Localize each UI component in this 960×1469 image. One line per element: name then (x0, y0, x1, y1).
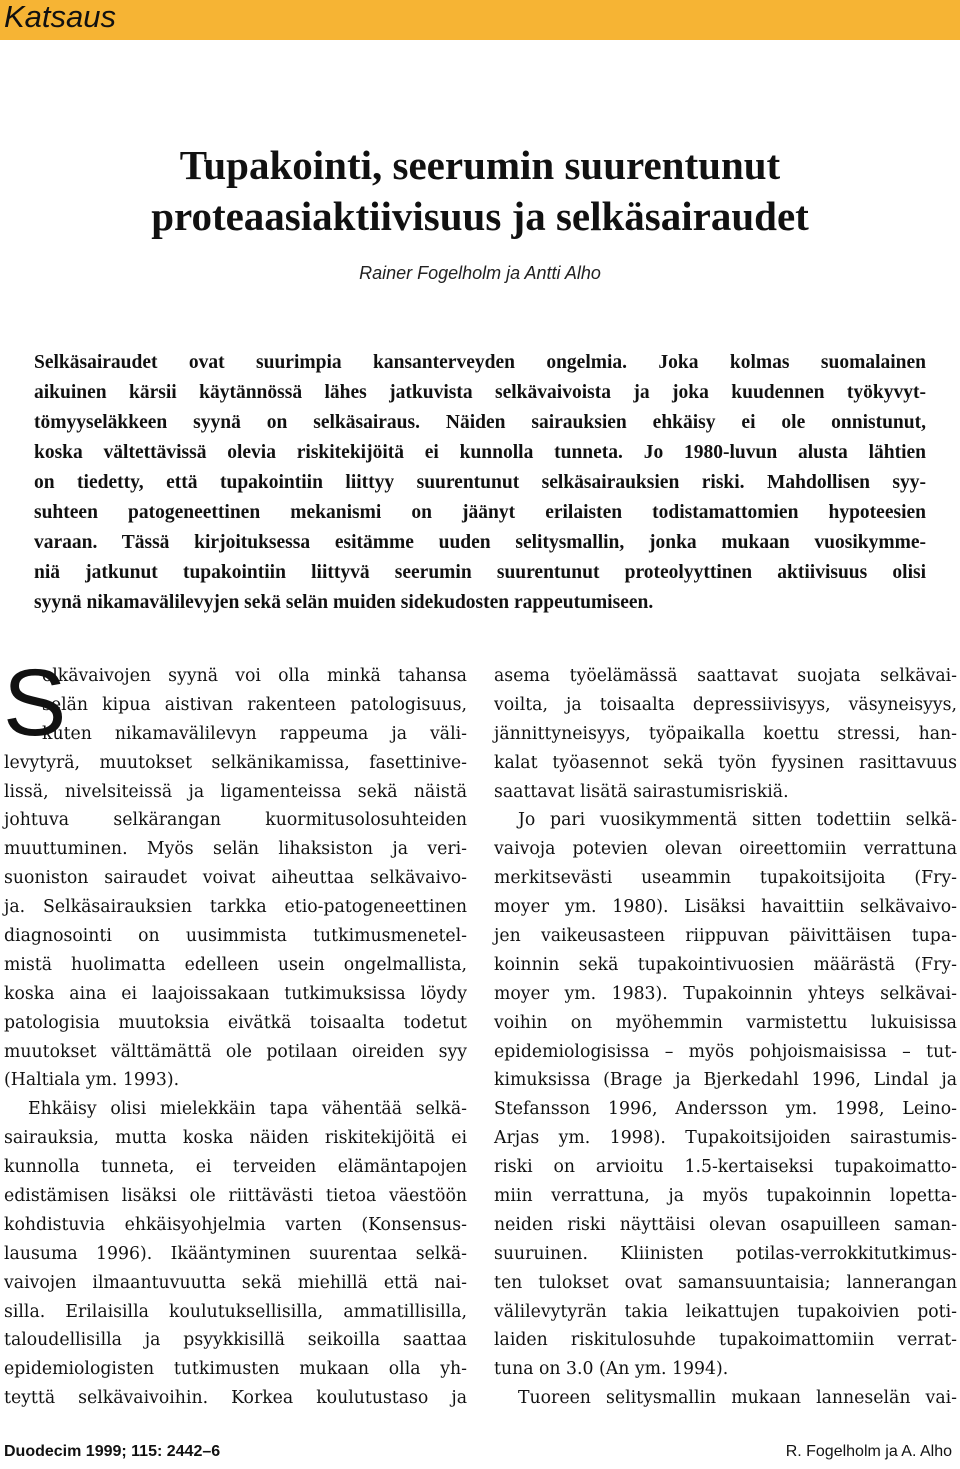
body-line: mistä huolimatta edelleen usein ongelmallista, (4, 954, 467, 975)
body-line: kuten nikamavälilevyn rappeuma ja väli- (42, 723, 467, 744)
body-line: miin verrattuna, ja myös tupakoinnin lopetta- (494, 1186, 957, 1207)
abstract-line: niä jatkunut tupakointiin liittyvä seerumin suurentunut proteolyyttinen aktiivisuus olisi (34, 562, 926, 583)
body-line: Jo pari vuosikymmentä sitten todettiin selkä- (518, 810, 957, 831)
drop-cap: S (3, 650, 67, 756)
body-line: jännittyneisyys, työpaikalla koettu stressi, han- (494, 723, 957, 744)
body-line: (Haltiala ym. 1993). (4, 1070, 180, 1091)
body-line: selän kipua aistivan rakenteen patologisuus, (42, 694, 467, 715)
body-line: koska aina ei laajoissakaan tutkimuksissa löydy (4, 983, 467, 1004)
body-column-right (494, 662, 957, 1413)
section-label: Katsaus (4, 0, 117, 34)
section-label-band (0, 0, 960, 40)
body-line: saattavat lisätä sairastumisriskiä. (494, 781, 789, 802)
title-line: Tupakointi, seerumin suurentunut (179, 142, 781, 188)
body-line: edistämisen lisäksi ole riittävästi tietoa väestöön (4, 1186, 467, 1207)
body-line: suoniston sairaudet voivat aiheuttaa selkävaivo- (4, 868, 467, 889)
body-line: epidemiologisissa – myös pohjoismaisissa – tut- (494, 1041, 957, 1062)
abstract-line: Selkäsairaudet ovat suurimpia kansanterveyden ongelmia. Joka kolmas suomalainen (34, 352, 926, 373)
abstract-line: suhteen patogeneettinen mekanismi on jäänyt erilaisten todistamattomien hypoteesien (34, 502, 926, 523)
article-title (0, 140, 960, 242)
body-line: elkävaivojen syynä voi olla minkä tahansa (42, 666, 467, 686)
body-line: teyttä selkävaivoihin. Korkea koulutustaso ja (4, 1388, 467, 1409)
body-line: koinnin sekä tupakointivuosien määrästä (Fry- (494, 954, 957, 975)
running-authors: R. Fogelholm ja A. Alho (785, 1443, 952, 1460)
body-line: Ehkäisy olisi mielekkäin tapa vähentää selkä- (28, 1099, 467, 1120)
body-line: kalat työasennot sekä työn fyysinen rasittavuus (494, 752, 957, 773)
body-line: asema työelämässä saattavat suojata selkävai- (494, 666, 957, 686)
body-line: lausuma 1996). Ikääntyminen suurentaa selkä- (4, 1243, 467, 1264)
body-line: lissä, nivelsiteissä ja ligamenteissa sekä näistä (4, 781, 467, 802)
body-line: neiden riski näyttäisi olevan osapuilleen saman- (494, 1214, 957, 1235)
body-line: jen vaikeusasteen riippuvan päivittäisen tupa- (494, 926, 957, 947)
body-line: ten tulokset ovat samansuuntaisia; lannerangan (494, 1272, 957, 1293)
abstract-line: varaan. Tässä kirjoituksessa esitämme uuden selitysmallin, jonka mukaan vuosikymme- (34, 532, 926, 553)
journal-citation: Duodecim 1999; 115: 2442–6 (4, 1443, 221, 1460)
body-line: moyer ym. 1983). Tupakoinnin yhteys selkävai- (494, 983, 957, 1004)
body-line: voilta, ja toisaalta depressiivisyys, väsyneisyys, (494, 694, 957, 715)
body-line: patologisia muutoksia eivätkä toisaalta todetut (4, 1012, 467, 1033)
body-line: voihin on myöhemmin varmistettu lukuisissa (494, 1012, 957, 1033)
body-line: merkitsevästi useammin tupakoitsijoita (Fry- (494, 868, 957, 889)
body-line: silla. Erilaisilla koulutuksellisilla, ammatillisilla, (4, 1301, 467, 1322)
body-line: Stefansson 1996, Andersson ym. 1998, Leino- (494, 1099, 957, 1120)
abstract-line: koska vältettävissä olevia riskitekijöitä ei kunnolla tunneta. Jo 1980-luvun alusta lähtien (34, 442, 926, 463)
abstract-line: aikuinen kärsii käytännössä lähes jatkuvista selkävaivoista ja joka kuudennen työkyvyt- (34, 382, 926, 403)
body-line: kohdistuvia ehkäisyohjelmia varten (Konsensus- (4, 1214, 467, 1235)
body-line: riski on arvioitu 1.5-kertaiseksi tupakoimatto- (494, 1157, 957, 1178)
body-line: muuttuminen. Myös selän lihaksiston ja veri- (4, 839, 467, 860)
body-column-left (4, 662, 467, 1413)
title-line: proteaasiaktiivisuus ja selkäsairaudet (151, 193, 809, 239)
body-line: Tuoreen selitysmallin mukaan lanneselän vai- (518, 1388, 957, 1409)
abstract-line: on tiedetty, että tupakointiin liittyy suurentunut selkäsairauksien riski. Mahdollisen syy- (34, 472, 926, 493)
body-line: muutokset välttämättä ole potilaan oireiden syy (4, 1041, 467, 1062)
abstract-line: syynä nikamavälilevyjen sekä selän muiden sidekudosten rappeutumiseen. (34, 592, 654, 613)
body-line: välilevytyrän takia leikattujen tupakoivien poti- (494, 1301, 957, 1322)
body-line: vaivoja potevien olevan oireettomiin verrattuna (494, 839, 957, 860)
body-line: kimuksissa (Brage ja Bjerkedahl 1996, Lindal ja (494, 1070, 957, 1091)
body-line: levytyrä, muutokset selkänikamissa, fasettinive- (4, 752, 467, 773)
body-line: vaivojen ilmaantuvuutta sekä miehillä että nai- (4, 1272, 467, 1293)
body-line: sairauksia, mutta koska näiden riskitekijöitä ei (4, 1128, 467, 1149)
body-line: kunnolla tunneta, ei terveiden elämäntapojen (4, 1157, 467, 1178)
abstract-line: tömyyseläkkeen syynä on selkäsairaus. Näiden sairauksien ehkäisy ei ole onnistunut, (34, 412, 926, 433)
body-line: diagnosointi on uusimmista tutkimusmenetel- (4, 926, 467, 947)
body-line: Arjas ym. 1998). Tupakoitsijoiden sairastumis- (494, 1128, 957, 1149)
body-line: epidemiologisten tutkimusten mukaan olla yh- (4, 1359, 467, 1380)
authors: Rainer Fogelholm ja Antti Alho (359, 263, 601, 283)
body-line: suuruinen. Kliinisten potilas-verrokkitutkimus- (494, 1243, 957, 1264)
abstract (34, 348, 926, 618)
body-line: moyer ym. 1980). Lisäksi havaittiin selkävaivo- (494, 897, 957, 918)
body-line: taloudellisilla ja psyykkisillä seikoilla saattaa (4, 1330, 467, 1351)
body-line: laiden riskitulosuhde tupakoimattomiin verrat- (494, 1330, 957, 1351)
body-line: tuna on 3.0 (An ym. 1994). (494, 1359, 729, 1380)
body-line: ja. Selkäsairauksien tarkka etio-patogeneettinen (4, 897, 467, 918)
body-line: johtuva selkärangan kuormitusolosuhteiden (4, 810, 467, 831)
